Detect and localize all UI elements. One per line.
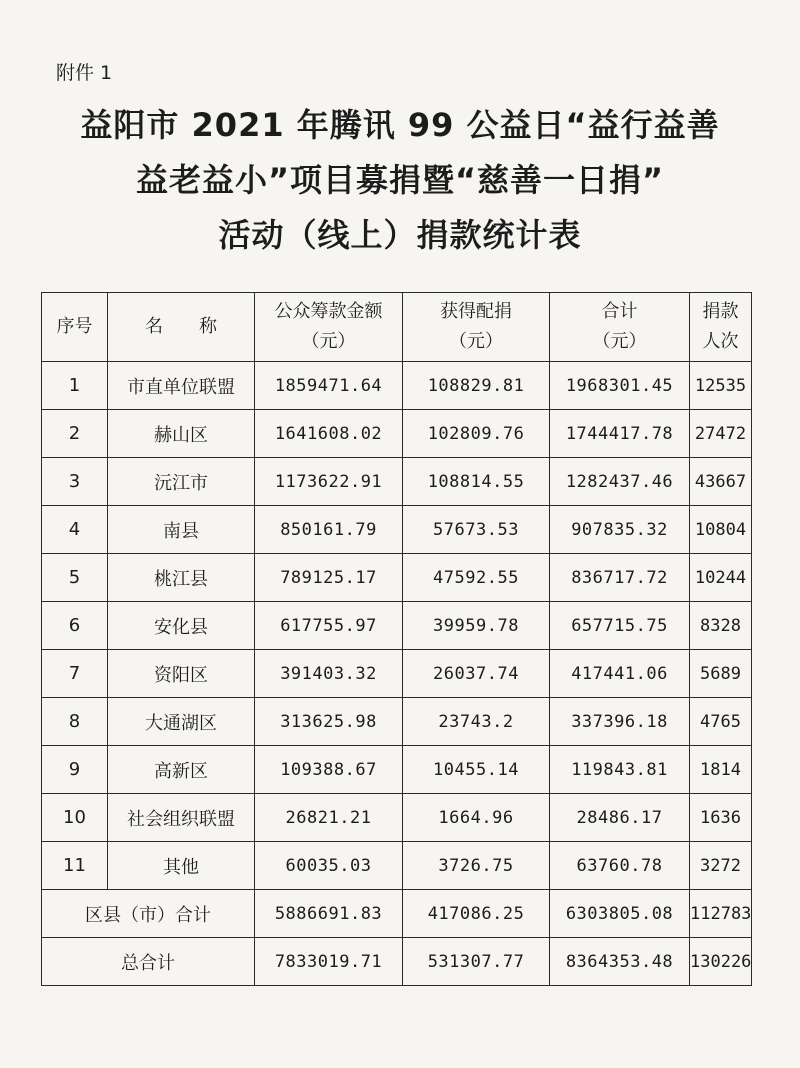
row-name: 大通湖区: [108, 698, 255, 746]
table-row: [42, 458, 752, 506]
row-total: 417441.06: [550, 650, 690, 698]
header-public-line1: 公众筹款金额: [274, 301, 383, 322]
row-index: 1: [42, 362, 108, 410]
grand-total-total: 8364353.48: [550, 938, 690, 986]
subtotal-row: [42, 890, 752, 938]
header-count-line2: 人次: [702, 331, 739, 352]
row-public: 850161.79: [255, 506, 403, 554]
header-index: 序号: [42, 293, 108, 362]
row-count: 1636: [690, 794, 752, 842]
row-count: 10804: [690, 506, 752, 554]
row-name: 高新区: [108, 746, 255, 794]
header-donor-count: [690, 293, 752, 362]
table-row: [42, 506, 752, 554]
row-match: 39959.78: [403, 602, 550, 650]
table-row: [42, 794, 752, 842]
header-match-line2: （元）: [449, 331, 503, 352]
row-total: 119843.81: [550, 746, 690, 794]
row-match: 47592.55: [403, 554, 550, 602]
grand-total-row: [42, 938, 752, 986]
row-name: 桃江县: [108, 554, 255, 602]
attachment-label: 附件 1: [56, 62, 113, 84]
row-public: 391403.32: [255, 650, 403, 698]
row-count: 3272: [690, 842, 752, 890]
header-match-line1: 获得配捐: [440, 301, 512, 322]
row-match: 57673.53: [403, 506, 550, 554]
row-name: 市直单位联盟: [108, 362, 255, 410]
row-match: 10455.14: [403, 746, 550, 794]
row-match: 23743.2: [403, 698, 550, 746]
document-title: [0, 98, 800, 263]
subtotal-match: 417086.25: [403, 890, 550, 938]
row-count: 12535: [690, 362, 752, 410]
row-total: 63760.78: [550, 842, 690, 890]
row-index: 11: [42, 842, 108, 890]
table-row: [42, 362, 752, 410]
row-match: 3726.75: [403, 842, 550, 890]
row-total: 657715.75: [550, 602, 690, 650]
row-index: 8: [42, 698, 108, 746]
row-count: 8328: [690, 602, 752, 650]
row-name: 社会组织联盟: [108, 794, 255, 842]
row-index: 7: [42, 650, 108, 698]
table-row: [42, 842, 752, 890]
title-line-2: 益老益小”项目募捐暨“慈善一日捐”: [135, 161, 665, 199]
row-count: 4765: [690, 698, 752, 746]
row-name: 赫山区: [108, 410, 255, 458]
row-public: 1859471.64: [255, 362, 403, 410]
grand-total-public: 7833019.71: [255, 938, 403, 986]
subtotal-label: 区县（市）合计: [42, 890, 255, 938]
grand-total-match: 531307.77: [403, 938, 550, 986]
row-public: 617755.97: [255, 602, 403, 650]
header-total-line2: （元）: [592, 331, 647, 352]
row-public: 313625.98: [255, 698, 403, 746]
header-total-line1: 合计: [601, 301, 638, 322]
header-matched-amount: [403, 293, 550, 362]
row-index: 9: [42, 746, 108, 794]
table-header-row: [42, 293, 752, 362]
row-name: 资阳区: [108, 650, 255, 698]
table-row: [42, 602, 752, 650]
table-row: [42, 554, 752, 602]
row-match: 26037.74: [403, 650, 550, 698]
subtotal-public: 5886691.83: [255, 890, 403, 938]
header-name: 名 称: [108, 293, 255, 362]
row-name: 南县: [108, 506, 255, 554]
row-name: 安化县: [108, 602, 255, 650]
row-index: 5: [42, 554, 108, 602]
row-public: 26821.21: [255, 794, 403, 842]
subtotal-count: 112783: [690, 890, 752, 938]
row-match: 1664.96: [403, 794, 550, 842]
header-public-line2: （元）: [301, 331, 356, 352]
subtotal-total: 6303805.08: [550, 890, 690, 938]
row-total: 907835.32: [550, 506, 690, 554]
row-public: 1641608.02: [255, 410, 403, 458]
row-index: 2: [42, 410, 108, 458]
row-index: 10: [42, 794, 108, 842]
table-row: [42, 746, 752, 794]
row-count: 27472: [690, 410, 752, 458]
row-count: 5689: [690, 650, 752, 698]
title-line-3: 活动（线上）捐款统计表: [218, 216, 582, 254]
table-row: [42, 410, 752, 458]
header-total: [550, 293, 690, 362]
row-total: 28486.17: [550, 794, 690, 842]
row-count: 43667: [690, 458, 752, 506]
row-public: 109388.67: [255, 746, 403, 794]
row-total: 1744417.78: [550, 410, 690, 458]
row-public: 789125.17: [255, 554, 403, 602]
row-match: 108814.55: [403, 458, 550, 506]
row-match: 102809.76: [403, 410, 550, 458]
table-row: [42, 650, 752, 698]
row-total: 1282437.46: [550, 458, 690, 506]
row-total: 836717.72: [550, 554, 690, 602]
row-public: 1173622.91: [255, 458, 403, 506]
header-count-line1: 捐款: [702, 301, 739, 322]
row-public: 60035.03: [255, 842, 403, 890]
grand-total-label: 总合计: [42, 938, 255, 986]
table-row: [42, 698, 752, 746]
grand-total-count: 130226: [690, 938, 752, 986]
donation-statistics-table: [41, 292, 752, 986]
row-name: 其他: [108, 842, 255, 890]
row-name: 沅江市: [108, 458, 255, 506]
row-index: 6: [42, 602, 108, 650]
row-count: 1814: [690, 746, 752, 794]
row-total: 1968301.45: [550, 362, 690, 410]
title-line-1: 益阳市 2021 年腾讯 99 公益日“益行益善: [80, 106, 720, 144]
row-index: 4: [42, 506, 108, 554]
row-index: 3: [42, 458, 108, 506]
row-match: 108829.81: [403, 362, 550, 410]
header-public-amount: [255, 293, 403, 362]
row-count: 10244: [690, 554, 752, 602]
row-total: 337396.18: [550, 698, 690, 746]
